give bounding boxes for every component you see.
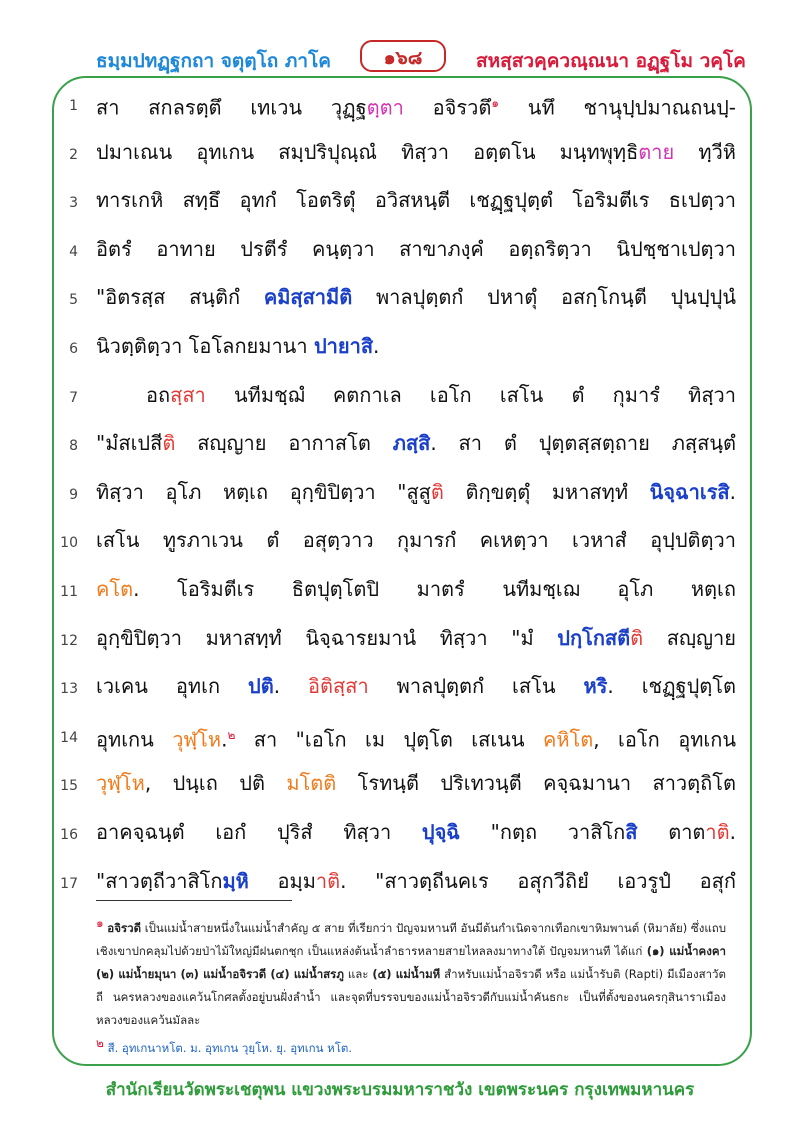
line-text <box>96 817 736 847</box>
text-segment: ติ <box>162 431 176 456</box>
text-segment: ทิสฺวา อุโภ หตฺเถ อุกฺขิปิตฺวา "สูสู <box>96 479 431 504</box>
line-text <box>96 185 736 215</box>
text-segment: ภสฺสิ <box>392 431 431 456</box>
text-segment: สญฺญาย อากาสโต <box>175 431 393 456</box>
text-segment: เสโน ทูรภาเวน ตํ อสุตฺวาว กุมารกํ คเหตฺวา เวหาสํ อุปฺปติตฺวา <box>96 528 736 553</box>
footnote-1-rivers: (๑) แม่น้ำคงคา (๒) แม่น้ำยมุนา (๓) แม่น้ำอจิรวดี (๔) แม่น้ำสรภู <box>96 943 726 981</box>
text-line <box>50 858 736 907</box>
text-segment: อถ <box>146 382 171 407</box>
line-number: 14 <box>60 729 78 746</box>
text-segment: "กตฺถ วาสิโก <box>459 819 626 844</box>
text-segment: อุทเกน <box>96 727 173 752</box>
line-number: 11 <box>60 583 78 600</box>
text-segment: "สาวตฺถีวาสิโก <box>96 868 223 893</box>
text-line <box>50 615 736 664</box>
text-segment: นิจฺฉาเรสิ <box>649 479 730 504</box>
line-number: 3 <box>69 195 78 212</box>
text-line <box>50 566 736 615</box>
line-number: 8 <box>69 438 78 455</box>
line-number: 12 <box>60 632 78 649</box>
line-text <box>96 623 736 653</box>
text-line <box>50 80 736 129</box>
text-segment: ตาต <box>637 819 706 844</box>
text-segment: ติกฺขตฺตุํ มหาสทฺทํ <box>443 479 650 504</box>
text-line <box>50 177 736 226</box>
text-segment: อิตรํ อาทาย ปรตีรํ คนฺตฺวา สาขาภงฺคํ อตฺถริตฺวา นิปชฺชาเปตฺวา <box>96 236 736 261</box>
text-segment: ปายาสิ <box>313 333 374 358</box>
footnote-1-title: อจิรวดี <box>107 920 142 935</box>
page-header <box>0 40 800 76</box>
line-text <box>96 137 736 167</box>
line-number: 4 <box>69 243 78 260</box>
text-segment: าติ <box>705 819 730 844</box>
text-line <box>50 274 737 323</box>
footnote-1 <box>96 912 726 1032</box>
page-footer: สำนักเรียนวัดพระเชตุพน แขวงพระบรมมหาราชวัง เขตพระนคร กรุงเทพมหานคร <box>105 1080 695 1100</box>
text-segment: ติ <box>630 625 644 650</box>
line-number: 6 <box>69 340 78 357</box>
text-segment: อิติสฺสา <box>308 674 369 699</box>
text-segment: "อิตรสฺส สนฺติกํ <box>96 285 264 310</box>
footnotes <box>96 912 726 1060</box>
text-segment: าติ <box>315 868 341 893</box>
text-segment: คหิโต <box>542 727 594 752</box>
text-segment: สา สกลรตฺตึ เทเวน วุฏฺฐ <box>96 95 367 120</box>
footnote-2-text: สี. อุทเกนาหโต. ม. อุทเกน วุยฺโห. ยุ. อุทเกน หโต. <box>103 1040 353 1055</box>
text-segment: สา "เอโก เม ปุตฺโต เสเนน <box>235 727 543 752</box>
text-segment: อจิรวตึ <box>403 95 492 120</box>
text-segment: . เชฏฺฐปุตฺโต <box>607 674 737 699</box>
footnote-1-text-e: สำหรับแม่น้ำอจิรวดี หรือ แม่น้ำรับติ (Rapti) มีเมืองสาวัตถี นครหลวงของแคว้นโกศลตั้งอยู่บนฝั่งลำน้ำ และจุดที่บรรจบของแม่น้ำอจิรวดีกับแม่น้ำคันธกะ เป็นที่ตั้งของนครกุสินาราเมืองหลวงของแคว้นมัลละ <box>96 966 726 1027</box>
line-number: 7 <box>69 389 78 406</box>
footnote-1-marker: ๑ <box>96 916 104 930</box>
text-segment: . <box>729 819 736 844</box>
text-segment: ตาย <box>638 139 675 164</box>
line-text <box>96 768 736 798</box>
text-segment: "มํสเปสี <box>96 431 163 456</box>
line-text <box>96 88 736 123</box>
text-segment: พาลปุตฺตกํ ปหาตุํ อสกฺโกนฺตี ปุนปฺปุนํ <box>352 285 737 310</box>
text-line <box>50 226 736 275</box>
text-segment: ปกฺโกสตี <box>557 625 631 650</box>
footnote-divider <box>96 900 292 901</box>
line-text <box>96 574 736 604</box>
text-segment: พาลปุตฺตกํ เสโน <box>368 674 584 699</box>
text-segment: ปมาเณน อุทเกน สมฺปริปุณฺณํ ทิสฺวา อตฺตโน มนฺทพุทฺธิ <box>96 139 639 164</box>
text-segment: ติ <box>430 479 444 504</box>
line-text <box>96 331 736 361</box>
line-number: 1 <box>69 98 78 114</box>
text-segment: อุกฺขิปิตฺวา มหาสทฺทํ นิจฺฉารยมานํ ทิสฺวา "มํ <box>96 625 558 650</box>
text-segment: สฺสา <box>170 382 206 407</box>
text-body <box>50 80 737 906</box>
text-segment: วุฬฺโห <box>172 727 222 752</box>
line-text <box>96 282 736 312</box>
text-segment: . สา ตํ ปุตฺตสฺสตฺถาย ภสฺสนฺตํ <box>430 431 736 456</box>
text-segment: นทึ ชานุปฺปมาณถนปฺ- <box>498 95 736 120</box>
text-line <box>50 760 736 809</box>
text-segment: สญฺญาย <box>643 625 736 650</box>
line-text <box>96 866 736 896</box>
text-segment: ปติ <box>248 674 274 699</box>
text-segment: ตฺตา <box>366 95 404 120</box>
text-line <box>50 663 737 712</box>
line-number: 9 <box>69 486 78 503</box>
text-segment: . <box>729 479 736 504</box>
line-text <box>96 234 736 264</box>
line-text <box>96 428 736 458</box>
line-number: 10 <box>60 535 78 552</box>
line-text <box>96 671 736 701</box>
text-segment: นิวตฺติตฺวา โอโลกยมานา <box>96 333 314 358</box>
text-segment: , ปนฺเถ ปติ <box>144 771 287 796</box>
footnote-2-marker: ๒ <box>96 1035 104 1050</box>
text-line <box>50 809 736 858</box>
text-segment: . โอริมตีเร ธิตปุตฺโตปิ มาตรํ นทีมชฺเฌ อุโภ หตฺเถ <box>133 576 736 601</box>
text-line <box>50 129 736 178</box>
text-segment: . <box>373 333 380 358</box>
text-segment: ทารเกหิ สทฺธึ อุทกํ โอตริตุํ อวิสหนฺตี เชฏฺฐปุตฺตํ โอริมตีเร ธเปตฺวา <box>96 188 736 213</box>
text-segment: โรทนฺตี ปริเทวนฺตี คจฺฉมานา สาวตฺถิโต <box>336 771 736 796</box>
footnote-ref: ๒ <box>227 727 236 742</box>
line-number: 2 <box>69 146 78 163</box>
text-line <box>50 323 730 372</box>
footnote-1-text-a: เป็นแม่น้ำสายหนึ่งในแม่น้ำสำคัญ ๕ สาย ที่เรียกว่า ปัญจมหานที อันมีต้นกำเนิดจากเทือกเขาหิมพานต์ (หิมาลัย) ซึ่งแถบเชิงเขาปกคลุมไปด้วยป่าไม้ใหญ่มีฝนตกชุก เป็นแหล่งต้นน้ำลำธารหลายสายไหลลงมาทางใต้ ปัญจมหานที ได้แก่ <box>96 920 727 958</box>
text-segment: ปุจฺฉิ <box>421 819 460 844</box>
text-segment: คโต <box>96 576 134 601</box>
text-segment: ทฺวีหิ <box>674 139 736 164</box>
text-segment: นทีมชฺฌํ คตกาเล เอโก เสโน ตํ กุมารํ ทิสฺวา <box>205 382 736 407</box>
text-segment: . <box>221 727 228 752</box>
line-text <box>96 720 736 755</box>
line-number: 15 <box>60 778 78 795</box>
text-segment: . "สาวตฺถีนคเร อสุกวีถิยํ เอวรูปํ อสุกํ <box>340 868 736 893</box>
text-segment: มโตติ <box>286 771 337 796</box>
text-line <box>50 517 736 566</box>
footnote-1-river-5: (๕) แม่น้ำมหี <box>372 966 441 981</box>
text-segment: อาคจฺฉนฺตํ เอกํ ปุริสํ ทิสฺวา <box>96 819 422 844</box>
line-number: 17 <box>60 875 78 892</box>
text-segment: สิ <box>625 819 638 844</box>
text-segment: อมฺม <box>248 868 316 893</box>
text-segment: เวเคน อุทเก <box>96 674 249 699</box>
line-text <box>96 477 736 507</box>
text-segment: มฺหิ <box>222 868 249 893</box>
book-title: ธมฺมปทฏฺฐกถา จตุตฺโถ ภาโค <box>96 50 332 72</box>
line-number: 13 <box>60 681 78 698</box>
text-segment: . <box>273 674 309 699</box>
text-line <box>50 469 736 518</box>
text-segment: คมิสฺสามีติ <box>263 285 353 310</box>
text-line <box>50 712 737 761</box>
text-line <box>50 420 736 469</box>
text-segment: วุฬฺโห <box>96 771 145 796</box>
text-line <box>50 372 736 421</box>
footnote-2 <box>96 1032 726 1060</box>
line-number: 5 <box>69 292 78 309</box>
line-text <box>146 380 736 410</box>
text-segment: , เอโก อุทเกน <box>593 727 737 752</box>
line-text <box>96 525 736 555</box>
text-segment: หริ <box>583 674 608 699</box>
footnote-ref: ๑ <box>491 96 499 110</box>
chapter-title: สหสฺสวคฺควณฺณนา อฏฺฐโม วคฺโค <box>476 50 746 72</box>
line-number: 16 <box>60 826 78 843</box>
footnote-1-and: และ <box>343 966 373 981</box>
page-number: ๑๖๘ <box>360 40 446 72</box>
